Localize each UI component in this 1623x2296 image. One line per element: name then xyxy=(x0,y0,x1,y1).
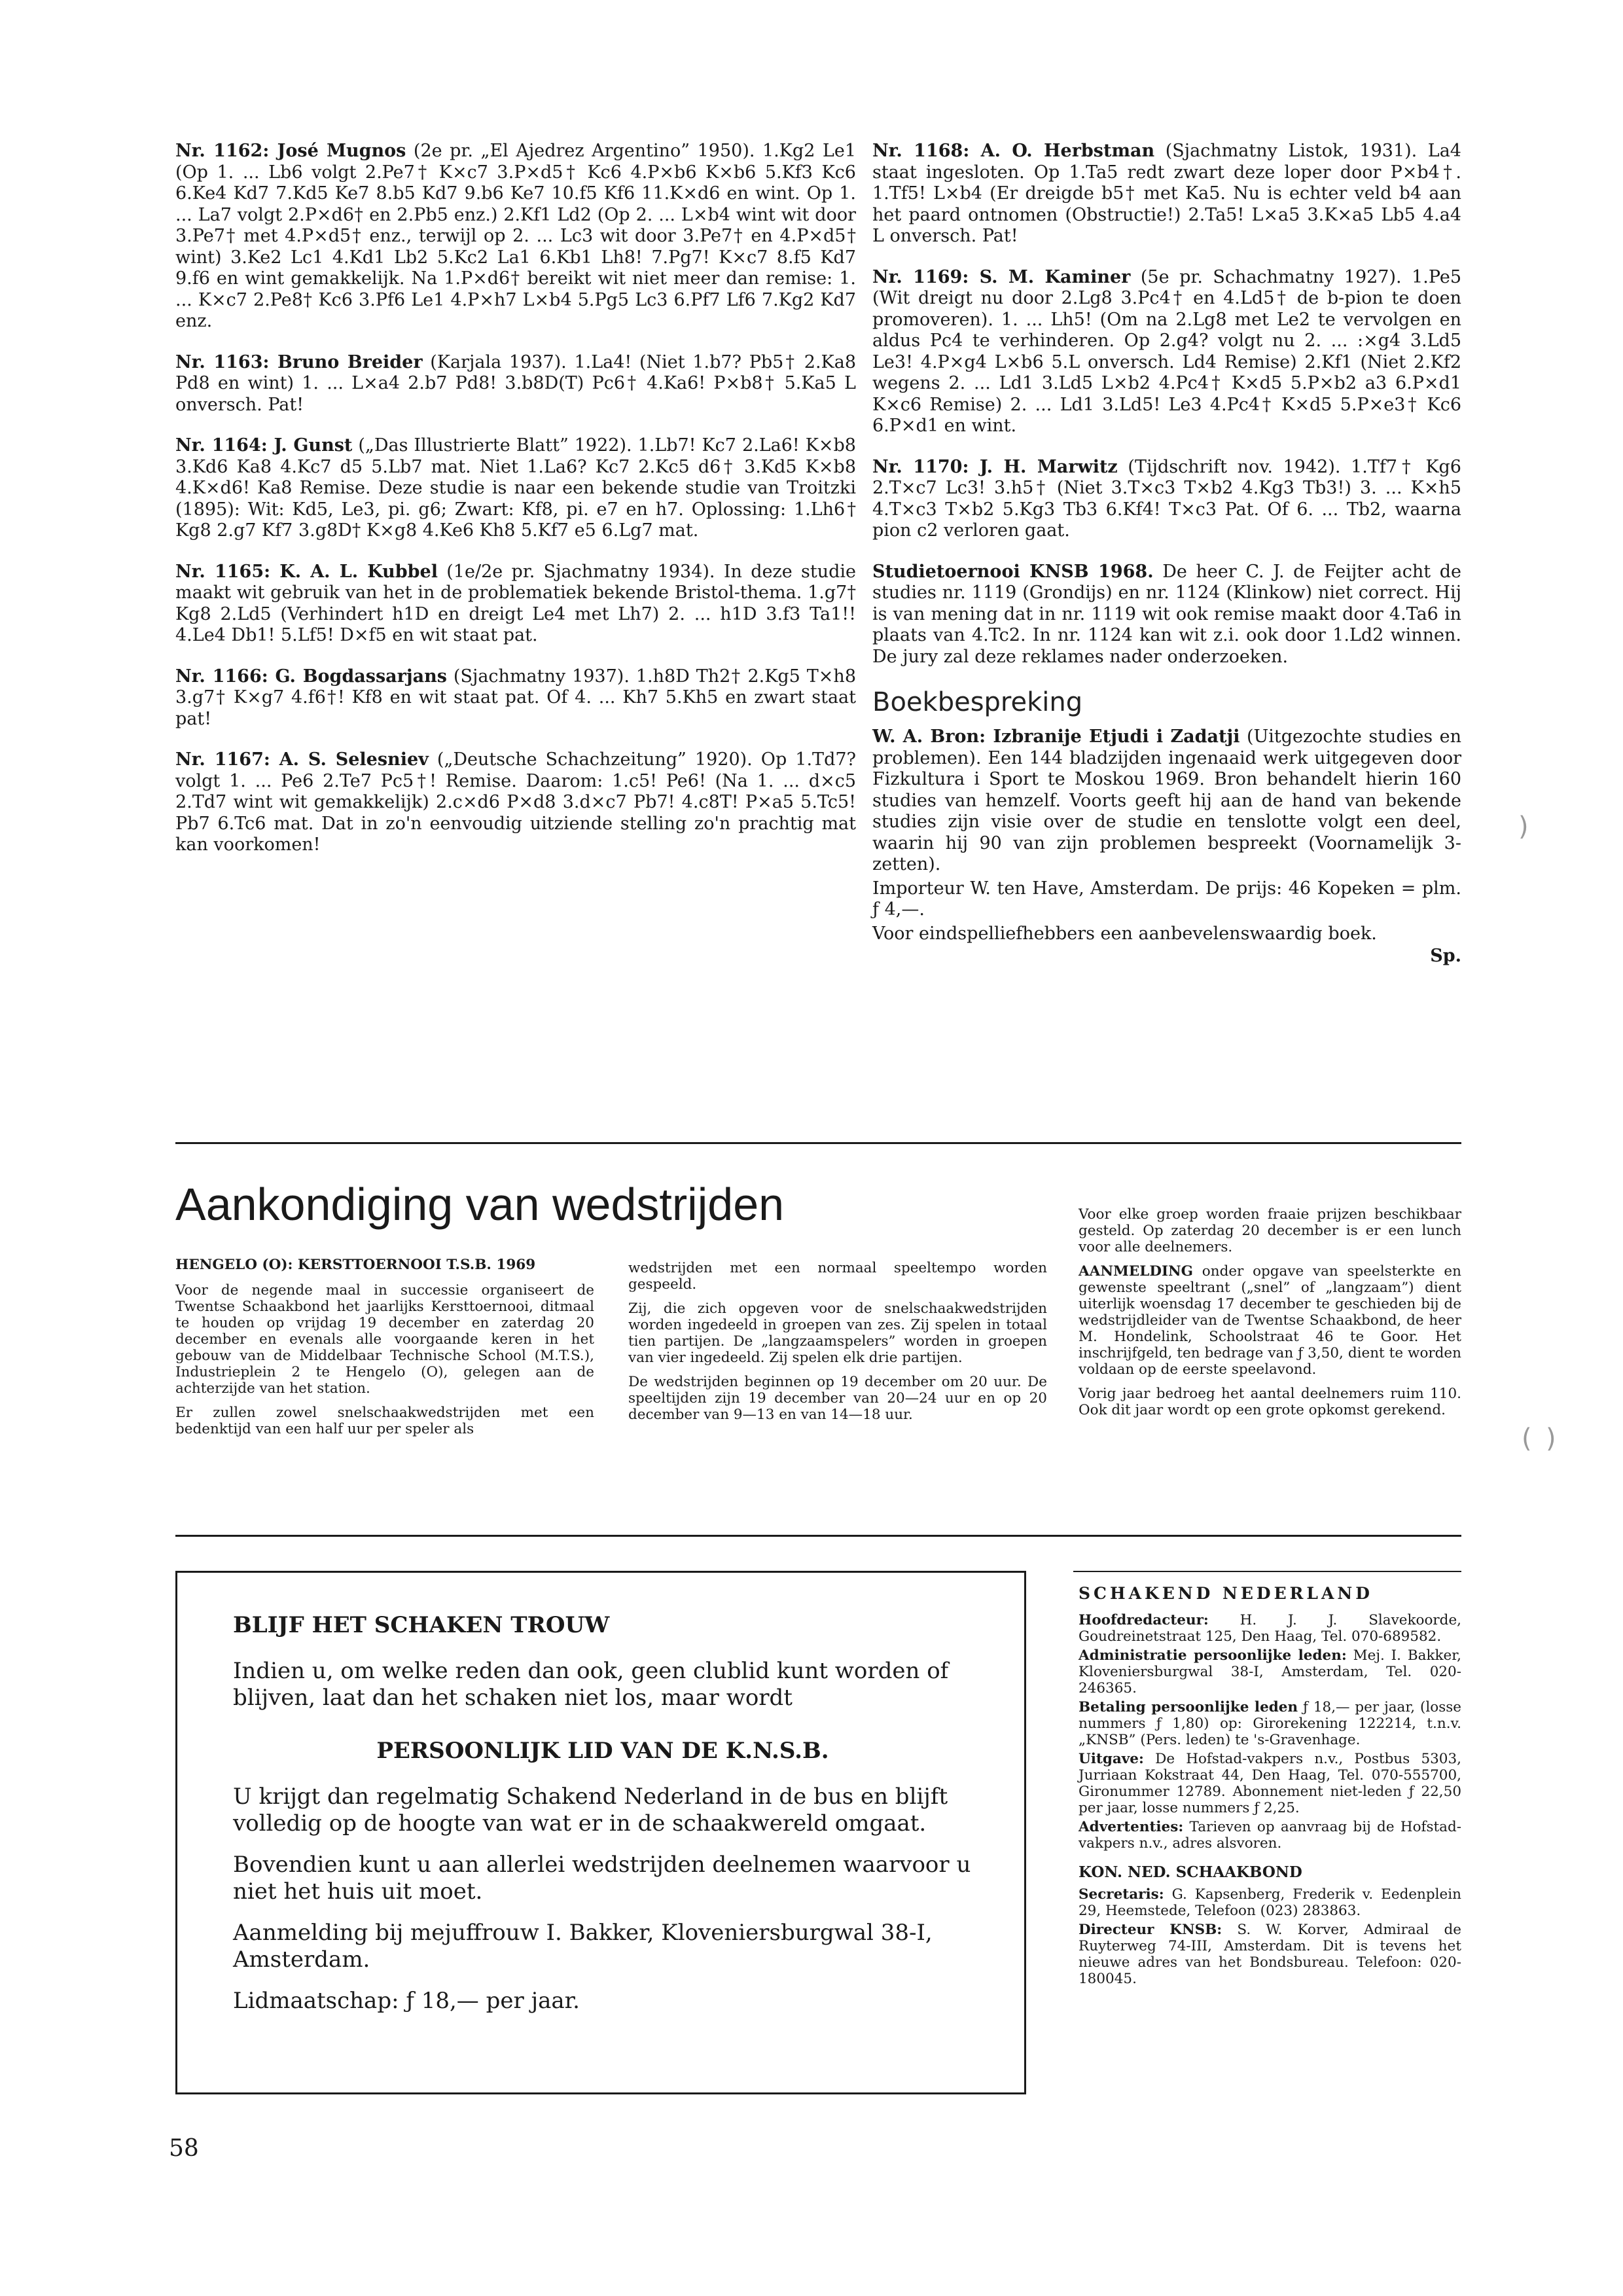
announcement-column-3 xyxy=(1079,1206,1461,1426)
solution-1165-lead: Nr. 1165: K. A. L. Kubbel xyxy=(175,561,438,582)
solutions-left-column xyxy=(175,141,856,876)
colophon-item-text: Tarieven op aanvraag bij de Hofstad-vakpers n.v., adres alsvoren. xyxy=(1079,1819,1461,1852)
solution-1166-text: (Sjachmatny 1937). 1.h8D Th2† 2.Kg5 T×h8 3.g7† K×g7 4.f6†! Kf8 en wit staat pat. Of 4. ... Kh7 5.Kh5 en zwart staat pat! xyxy=(175,666,857,729)
knsb-item-text: S. W. Korver, Admiraal de Ruyterweg 74-III, Amsterdam. Dit is tevens het nieuwe adres van het Bondsbureau. Telefoon: 020-180045. xyxy=(1079,1922,1461,1987)
book-review-recommendation: Voor eindspelliefhebbers een aanbevelenswaardig boek. xyxy=(872,923,1377,944)
advert-p1: Indien u, om welke reden dan ook, geen clublid kunt worden of blijven, laat dan het schaken niet los, maar wordt xyxy=(233,1658,949,1711)
advert-p2: U krijgt dan regelmatig Schakend Nederland in de bus en blijft volledig op de hoogte van wat er in de schaakwereld omgaat. xyxy=(233,1784,948,1837)
solution-1163 xyxy=(175,352,856,416)
solution-1166-lead: Nr. 1166: G. Bogdassarjans xyxy=(175,666,447,687)
book-review-importeur: Importeur W. ten Have, Amsterdam. De prijs: 46 Kopeken = plm. ƒ 4,—. xyxy=(872,878,1461,920)
solution-1170-text: (Tijdschrift nov. 1942). 1.Tf7† Kg6 2.T×c7 Lc3! 3.h5† (Niet 3.T×c3 T×b2 4.Kg3 Tb3!) 3. ... K×h5 4.T×c3 T×b2 5.Kg3 Tb3 6.Kf4! T×c3 Pat. Of 6. ... Tb2, waarna pion c2 verloren gaat. xyxy=(872,456,1461,541)
colophon-item xyxy=(1079,1647,1461,1696)
solution-1170-lead: Nr. 1170: J. H. Marwitz xyxy=(872,456,1118,477)
knsb-item-lead: Directeur KNSB: xyxy=(1079,1922,1222,1938)
colophon-item-text: H. J. J. Slavekoorde, Goudreinetstraat 125, Den Haag, Tel. 070-689582. xyxy=(1079,1612,1461,1645)
knsb-title: KON. NED. SCHAAKBOND xyxy=(1079,1863,1302,1881)
solution-1164 xyxy=(175,435,856,542)
advert-center-heading: PERSOONLIJK LID VAN DE K.N.S.B. xyxy=(376,1738,829,1764)
announcement-col1-p1: Voor de negende maal in successie organiseert de Twentse Schaakbond het jaarlijks Kersttoernooi, ditmaal te houden op vrijdag 19 december en zaterdag 20 december en evenals alle voorgaande keren in het gebouw van de Middelbaar Technische School (M.T.S.), Industrieplein 2 te Hengelo (O), gelegen aan de achterzijde van het station. xyxy=(175,1282,594,1397)
announcement-col2-p3: De wedstrijden beginnen op 19 december om 20 uur. De speeltijden zijn 19 december van 20—24 uur en op 20 december van 9—13 en van 14—18 uur. xyxy=(628,1374,1047,1423)
colophon-item-text: ƒ 18,— per jaar, (losse nummers ƒ 1,80) op: Girorekening 122214, t.n.v. „KNSB” (Pers. leden) te 's-Gravenhage. xyxy=(1079,1699,1461,1748)
colophon xyxy=(1079,1584,1461,1990)
book-review-heading: Boekbespreking xyxy=(872,687,1083,717)
section-divider-bottom xyxy=(175,1535,1461,1537)
colophon-item xyxy=(1079,1751,1461,1816)
announcement-title: Aankondiging van wedstrijden xyxy=(175,1179,785,1230)
colophon-item xyxy=(1079,1699,1461,1748)
solution-1169 xyxy=(872,267,1461,437)
solution-1168 xyxy=(872,141,1461,247)
solution-1169-text: (5e pr. Schachmatny 1927). 1.Pe5 (Wit dreigt nu door 2.Lg8 3.Pc4† en 4.Ld5† de b-pion te doen promoveren). 1. ... Lh5! (Om na 2.Lg8 met Le2 te vervolgen en aldus Pc4 te verhinderen. Op 2.g4? volgt nu 2. ... :×g4 3.Ld5 Le3! 4.P×g4 L×b6 5.L onversch. Ld4 Remise) 2.Kf1 (Niet 2.Kf2 wegens 2. ... Ld1 3.Ld5 L×b2 4.Pc4† K×d5 5.P×b2 a3 6.P×d1 K×c6 Remise) 2. ... Ld1 3.Ld5! Le3 4.Pc4† K×d5 5.P×e3† Kc6 6.P×d1 en wint. xyxy=(872,266,1461,436)
solution-1167-lead: Nr. 1167: A. S. Selesniev xyxy=(175,749,429,770)
scan-mark-bracket: ( xyxy=(1522,1424,1532,1454)
announcement-col2-p1: wedstrijden met een normaal speeltempo worden gespeeld. xyxy=(628,1260,1047,1293)
colophon-item-lead: Hoofdredacteur: xyxy=(1079,1612,1209,1628)
solution-1167 xyxy=(175,749,856,856)
colophon-item-lead: Betaling persoonlijke leden xyxy=(1079,1699,1298,1715)
book-review-lead: W. A. Bron: Izbranije Etjudi i Zadatji xyxy=(872,726,1240,747)
solution-1162-text: (2e pr. „El Ajedrez Argentino” 1950). 1.Kg2 Le1 (Op 1. ... Lb6 volgt 2.Pe7† K×c7 3.P×d5† Kc6 4.P×b6 K×b6 5.Kf3 Kc6 6.Ke4 Kd7 7.Kd5 Ke7 8.b5 Kd7 9.b6 Ke7 10.f5 Kf6 11.K×d6 en wint. Op 1. ... La7 volgt 2.P×d6† en 2.Pb5 enz.) 2.Kf1 Ld2 (Op 2. ... L×b4 wint wit door 3.Pe7† met 4.P×d5† enz., terwijl op 2. ... Lc3 wit door 3.Pe7† en 4.P×d5† wint) 3.Ke2 Lc1 4.Kd1 Lb2 5.Kc2 La1 6.Kb1 Lh8! 7.Pg7! K×c7 8.f5 Kd7 9.f6 en wint gemakkelijk. Na 1.P×d6† bereikt wit niet meer dan remise: 1. ... K×c7 2.Pe8† Kc6 3.Pf6 Le1 4.P×h7 L×b4 5.Pg5 Lc3 6.Pf7 Lf6 7.Kg2 Kd7 enz. xyxy=(175,141,857,331)
book-review-body xyxy=(872,726,1461,876)
advert-p3: Bovendien kunt u aan allerlei wedstrijden deelnemen waarvoor u niet het huis uit moet. xyxy=(233,1852,971,1905)
scan-mark-bracket: ) xyxy=(1518,812,1529,842)
solution-1164-lead: Nr. 1164: J. Gunst xyxy=(175,435,353,456)
studietoernooi-lead: Studietoernooi KNSB 1968. xyxy=(872,561,1154,582)
colophon-item-text: De Hofstad-vakpers n.v., Postbus 5303, Jurriaan Kokstraat 44, Den Haag, Tel. 070-555700, Gironummer 12789. Abonnement niet-leden ƒ 22,50 per jaar, losse nummers ƒ 2,25. xyxy=(1079,1751,1461,1816)
colophon-item-text: Mej. I. Bakker, Kloveniersburgwal 38-I, Amsterdam, Tel. 020-246365. xyxy=(1079,1647,1461,1696)
advert-p4: Aanmelding bij mejuffrouw I. Bakker, Kloveniersburgwal 38-I, Amsterdam. xyxy=(233,1920,933,1973)
colophon-item xyxy=(1079,1612,1461,1645)
membership-advert-content xyxy=(233,1612,972,2029)
page-number: 58 xyxy=(169,2135,199,2162)
solution-1166 xyxy=(175,666,856,730)
solutions-right-column xyxy=(872,141,1461,966)
book-review-text: (Uitgezochte studies en problemen). Een 144 bladzijden ingenaaid werk uitgegeven door Fizkultura i Sport te Moskou 1969. Bron behandelt hierin 160 studies van hemzelf. Voorts geeft hij aan de hand van bekende studies zijn visie over de studie en tenslotte volgt een deel, waarin hij 90 van zijn problemen bespreekt (Voornamelijk 3-zetten). xyxy=(872,726,1461,874)
advert-p5: Lidmaatschap: ƒ 18,— per jaar. xyxy=(233,1988,580,2014)
announcement-column-2 xyxy=(628,1260,1047,1431)
colophon-item-lead: Advertenties: xyxy=(1079,1819,1184,1835)
colophon-top-rule xyxy=(1073,1571,1461,1572)
colophon-item xyxy=(1079,1819,1461,1852)
knsb-item xyxy=(1079,1922,1461,1987)
solution-1169-lead: Nr. 1169: S. M. Kaminer xyxy=(872,266,1131,287)
knsb-item-lead: Secretaris: xyxy=(1079,1886,1164,1903)
studietoernooi-text: De heer C. J. de Feijter acht de studies nr. 1119 (Grondijs) en nr. 1124 (Klinkow) niet correct. Hij is van mening dat in nr. 1119 wit ook remise maakt door 4.Ta6 in plaats van 4.Tc2. In nr. 1124 kan wit z.i. ook door 1.Ld2 winnen. De jury zal deze reklames nader onderzoeken. xyxy=(872,561,1461,667)
colophon-title: SCHAKEND NEDERLAND xyxy=(1079,1584,1373,1603)
solution-1163-lead: Nr. 1163: Bruno Breider xyxy=(175,351,423,372)
announcement-heading: HENGELO (O): KERSTTOERNOOI T.S.B. 1969 xyxy=(175,1257,536,1273)
solution-1164-text: („Das Illustrierte Blatt” 1922). 1.Lb7! Kc7 2.La6! K×b8 3.Kd6 Ka8 4.Kc7 d5 5.Lb7 mat. Niet 1.La6? Kc7 2.Kc5 d6† 3.Kd5 K×b8 4.K×d6! Ka8 Remise. Deze studie is naar een bekende studie van Troitzki (1895): Wit: Kd5, Le3, pi. g6; Zwart: Kf8, pi. e7 en h7. Oplossing: 1.Lh6† Kg8 2.g7 Kf7 3.g8D† K×g8 4.Ke6 Kh8 5.Kf7 e5 6.Lg7 mat. xyxy=(175,435,856,541)
registration-lead: AANMELDING xyxy=(1079,1263,1194,1280)
solution-1168-lead: Nr. 1168: A. O. Herbstman xyxy=(872,141,1155,161)
announcement-last-year: Vorig jaar bedroeg het aantal deelnemers ruim 110. Ook dit jaar wordt op een grote opkomst gerekend. xyxy=(1079,1386,1461,1418)
solution-1165 xyxy=(175,562,856,647)
solution-1162 xyxy=(175,141,856,332)
solution-1170 xyxy=(872,457,1461,542)
studietoernooi-note xyxy=(872,562,1461,668)
knsb-item xyxy=(1079,1886,1461,1919)
announcement-col2-p2: Zij, die zich opgeven voor de snelschaakwedstrijden worden ingedeeld in groepen van zes. Zij spelen in totaal tien partijen. De „langzaamspelers” worden in groepen van vier ingedeeld. Zij spelen elk drie partijen. xyxy=(628,1300,1047,1366)
knsb-item-text: G. Kapsenberg, Frederik v. Eedenplein 29, Heemstede, Telefoon (023) 283863. xyxy=(1079,1886,1461,1919)
announcement-prizes: Voor elke groep worden fraaie prijzen beschikbaar gesteld. Op zaterdag 20 december is er een lunch voor alle deelnemers. xyxy=(1079,1206,1461,1255)
announcement-registration xyxy=(1079,1263,1461,1378)
announcement-col1-p2: Er zullen zowel snelschaakwedstrijden met een bedenktijd van een half uur per speler als xyxy=(175,1405,594,1437)
membership-advert-box xyxy=(175,1571,1026,2094)
colophon-item-lead: Administratie persoonlijke leden: xyxy=(1079,1647,1347,1664)
section-divider-top xyxy=(175,1142,1461,1144)
book-review-signature: Sp. xyxy=(1430,946,1461,966)
advert-heading: BLIJF HET SCHAKEN TROUW xyxy=(233,1612,610,1638)
solution-1162-lead: Nr. 1162: José Mugnos xyxy=(175,141,406,161)
colophon-item-lead: Uitgave: xyxy=(1079,1751,1144,1767)
registration-text: onder opgave van speelsterkte en gewenste speeltrant („snel” of „langzaam”) dient uiterlijk woensdag 17 december te geschieden bij de wedstrijdleider van de Twentse Schaakbond, de heer M. Hondelink, Schoolstraat 46 te Goor. Het inschrijfgeld, ten bedrage van ƒ 3,50, dient te worden voldaan op de eerste speelavond. xyxy=(1079,1263,1461,1378)
solution-1168-text: (Sjachmatny Listok, 1931). La4 staat ingesloten. Op 1.Ta5 redt zwart deze loper door P×b4†. 1.Tf5! L×b4 (Er dreigde b5† met Ka5. Nu is echter veld b4 aan het paard ontnomen (Obstructie!) 2.Ta5! L×a5 3.K×a5 Lb5 4.a4 L onversch. Pat! xyxy=(872,141,1461,246)
announcement-column-1 xyxy=(175,1257,594,1445)
scan-mark-bracket: ) xyxy=(1546,1424,1556,1454)
solution-1165-text: (1e/2e pr. Sjachmatny 1934). In deze studie maakt wit gebruik van het in de problematiek bekende Bristol-thema. 1.g7† Kg8 2.Ld5 (Verhindert h1D en dreigt Le4 met Lh7) 2. ... h1D 3.f3 Ta1!! 4.Le4 Db1! 5.Lf5! D×f5 en wit staat pat. xyxy=(175,561,856,645)
solution-1163-text: (Karjala 1937). 1.La4! (Niet 1.b7? Pb5† 2.Ka8 Pd8 en wint) 1. ... L×a4 2.b7 Pd8! 3.b8D(T) Pc6† 4.Ka6! P×b8† 5.Ka5 L onversch. Pat! xyxy=(175,351,856,415)
solution-1167-text: („Deutsche Schachzeitung” 1920). Op 1.Td7? volgt 1. ... Pe6 2.Te7 Pc5†! Remise. Daarom: 1.c5! Pe6! (Na 1. ... d×c5 2.Td7 wint wit gemakkelijk) 2.c×d6 P×d8 3.d×c7 Pb7! 4.c8T! P×a5 5.Tc5! Pb7 6.Tc6 mat. Dat in zo'n eenvoudig uitziende stelling zo'n prachtig mat kan voorkomen! xyxy=(175,749,857,855)
